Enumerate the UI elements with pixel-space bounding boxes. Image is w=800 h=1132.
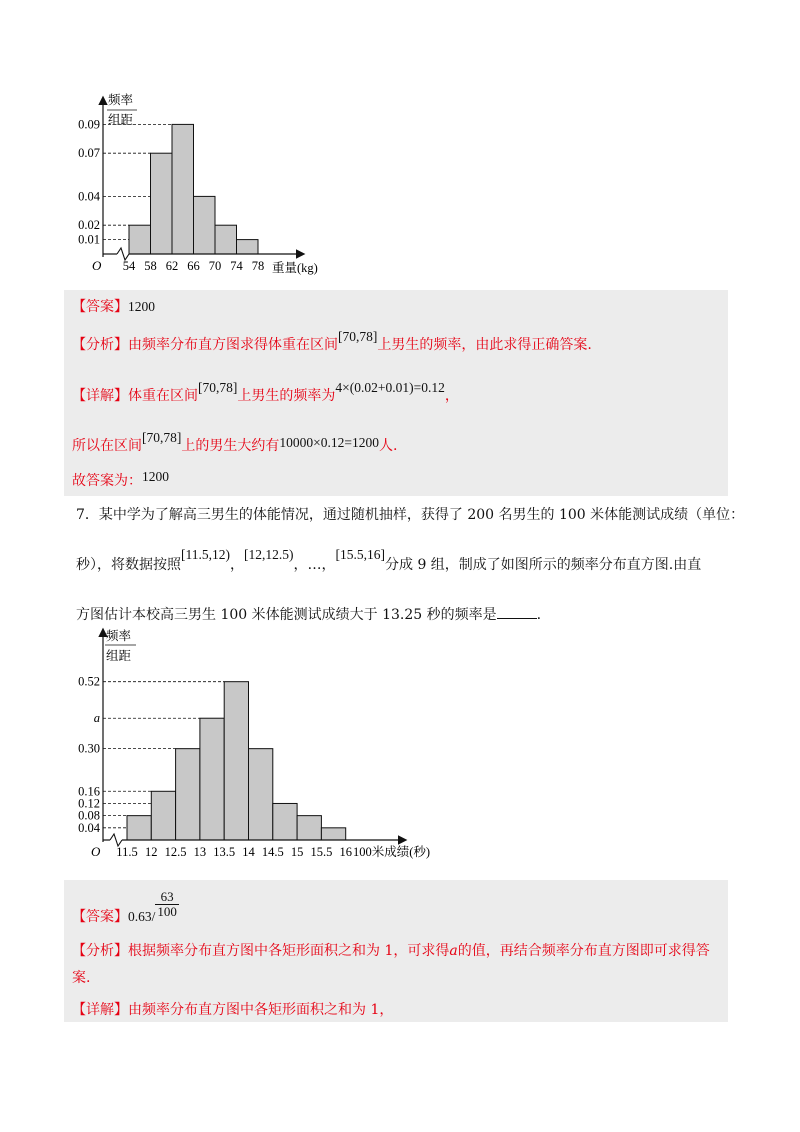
answer-tag: 【答案】 (72, 908, 128, 925)
x-tick-label: 15.5 (310, 845, 333, 859)
interval-12: [12,12.5) (244, 547, 294, 562)
x-tick-label: 13.5 (213, 845, 236, 859)
x-tick-label: 58 (144, 259, 157, 273)
detail-tag: 【详解】 (72, 388, 128, 404)
x-tick-label: 15 (290, 845, 304, 859)
histogram-bar (129, 225, 151, 254)
y-tick-label: 0.30 (78, 741, 100, 756)
analysis-line-2b (72, 968, 90, 988)
answer-line-2 (72, 890, 179, 930)
origin-label: O (91, 844, 101, 859)
histogram-bar (297, 816, 321, 840)
question-7-line-2 (76, 547, 702, 575)
ellipsis: ，…， (293, 557, 336, 573)
histogram-bar (151, 791, 175, 840)
histogram-bar (127, 816, 151, 840)
y-tick-label: 0.12 (78, 796, 100, 811)
analysis-text-b: 上男生的频率，由此求得正确答案. (377, 337, 592, 353)
y-tick-label: a (93, 711, 100, 726)
x-tick-label: 14 (242, 845, 255, 859)
y-tick-label: 0.08 (78, 808, 100, 823)
analysis-text-b: 的值，再结合频率分布直方图即可求得答 (457, 943, 710, 959)
interval-70-78: [70,78] (198, 380, 238, 395)
y-tick-label: 0.01 (78, 232, 100, 247)
final-answer-line (72, 471, 169, 491)
x-tick-label: 16 (339, 845, 352, 859)
origin-label: O (92, 258, 102, 273)
x-tick-label: 54 (122, 259, 136, 273)
detail-text-a: 体重在区间 (128, 388, 198, 404)
answer-block-2 (64, 880, 728, 1022)
x-tick-label: 12 (145, 845, 158, 859)
weight-histogram-svg (60, 90, 340, 290)
analysis-line-1 (72, 329, 592, 355)
analysis-tag: 【分析】 (72, 943, 128, 959)
weight-histogram (60, 90, 340, 290)
y-axis-label-top: 频率 (106, 629, 132, 643)
x-tick-label: 66 (187, 259, 200, 273)
y-tick-label: 0.02 (78, 218, 100, 233)
analysis-line-2 (72, 941, 710, 961)
y-tick-label: 0.07 (78, 146, 100, 161)
run-time-histogram (60, 624, 460, 868)
detail-line-2 (72, 430, 398, 456)
y-axis-label-bottom: 组距 (108, 113, 134, 127)
detail-text-b: 上男生的频率为 (237, 388, 336, 404)
x-tick-label: 13 (193, 845, 207, 859)
analysis-text-a: 根据频率分布直方图中各矩形面积之和为 1，可求得 (128, 943, 450, 959)
analysis-text-a: 由频率分布直方图求得体重在区间 (128, 337, 338, 353)
answer-fraction (155, 890, 179, 919)
fraction-numerator: 63 (155, 890, 179, 905)
detail-line-3 (72, 1000, 393, 1020)
histogram-bar (151, 153, 173, 254)
question-7-text-a: 秒），将数据按照 (76, 557, 181, 573)
analysis-tag: 【分析】 (72, 337, 128, 353)
y-tick-label: 0.04 (78, 820, 100, 835)
detail-text-a: 由频率分布直方图中各矩形面积之和为 1， (128, 1002, 394, 1018)
answer-block-1 (64, 290, 728, 496)
x-axis-label: 100米成绩(秒) (353, 845, 431, 859)
x-tick-label: 11.5 (116, 845, 138, 859)
question-7-text-b: 分成 9 组，制成了如图所示的频率分布直方图.由直 (385, 557, 702, 573)
y-axis-label-top: 频率 (108, 93, 134, 107)
histogram-bar (273, 803, 297, 840)
x-axis-label: 重量(kg) (272, 261, 318, 275)
x-tick-label: 74 (230, 259, 243, 273)
histogram-bar (194, 196, 216, 254)
y-axis-label-bottom: 组距 (106, 649, 132, 663)
detail-text-d: 所以在区间 (72, 438, 142, 454)
final-answer-label: 故答案为： (72, 473, 142, 489)
question-7-text-c: 方图估计本校高三男生 100 米体能测试成绩大于 13.25 秒的频率是 (76, 607, 497, 623)
comma: ， (230, 557, 244, 573)
detail-line-1 (72, 380, 459, 406)
detail-tag: 【详解】 (72, 1002, 128, 1018)
histogram-bar (249, 749, 273, 840)
histogram-bar (176, 749, 200, 840)
interval-70-78: [70,78] (338, 329, 378, 344)
detail-text-e: 上的男生大约有 (181, 438, 280, 454)
x-tick-label: 78 (251, 259, 265, 273)
y-tick-label: 0.52 (78, 674, 100, 689)
histogram-bar (172, 124, 194, 254)
y-tick-label: 0.16 (78, 784, 100, 799)
detail-math-2: 10000×0.12=1200 (279, 435, 379, 450)
detail-text-f: 人. (378, 438, 398, 454)
answer-value: 0.63/ (128, 908, 156, 924)
run-time-histogram-svg (60, 624, 460, 868)
histogram-bar (200, 718, 224, 840)
interval-15-5: [15.5,16] (335, 547, 385, 562)
histogram-bar (237, 240, 259, 254)
interval-11-5: [11.5,12) (181, 547, 230, 562)
answer-line-1 (72, 297, 155, 317)
x-tick-label: 62 (165, 259, 179, 273)
x-tick-label: 12.5 (164, 845, 187, 859)
fraction-denominator: 100 (157, 904, 177, 919)
question-7-line-1: 7．某中学为了解高三男生的体能情况，通过随机抽样，获得了 200 名男生的 100 米体能测试成绩（单位： (76, 507, 745, 523)
x-tick-label: 14.5 (261, 845, 284, 859)
histogram-bar (215, 225, 237, 254)
interval-70-78: [70,78] (142, 430, 182, 445)
question-7-line-3 (76, 604, 541, 625)
histogram-bar (321, 828, 345, 840)
histogram-bar (224, 682, 248, 840)
y-tick-label: 0.04 (78, 189, 100, 204)
detail-math: 4×(0.02+0.01)=0.12 (335, 380, 445, 395)
answer-tag: 【答案】 (72, 299, 128, 315)
analysis-text-c: 案. (72, 970, 91, 986)
detail-text-c: ， (444, 388, 459, 404)
final-answer-value: 1200 (142, 469, 169, 484)
analysis-variable: a (449, 943, 458, 959)
x-tick-label: 70 (208, 259, 222, 273)
question-7-period: . (536, 607, 542, 623)
y-tick-label: 0.09 (78, 117, 100, 132)
answer-blank (497, 604, 537, 619)
answer-value: 1200 (128, 299, 155, 314)
